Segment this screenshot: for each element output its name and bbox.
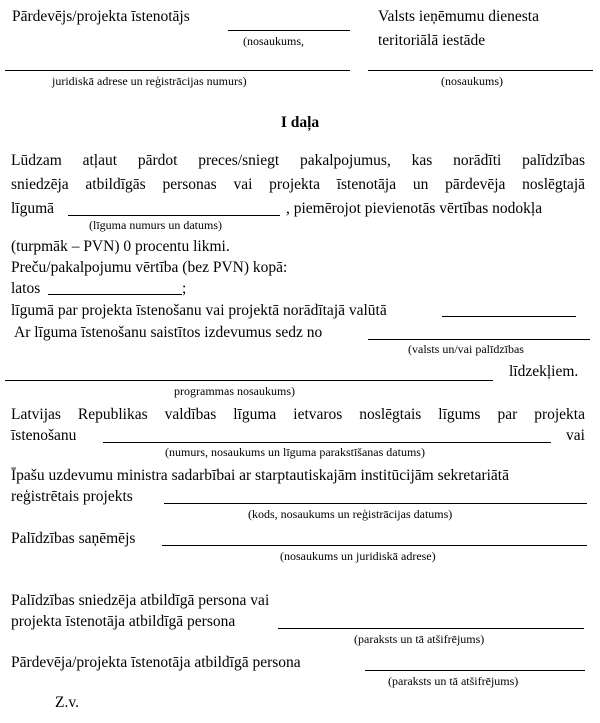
- para-line-3-end: , piemērojot pievienotās vērtības nodokļa: [286, 200, 543, 217]
- value-label: Preču/pakalpojumu vērtība (bez PVN) kopā:: [11, 259, 288, 276]
- seller-person-label: Pārdevēja/projekta īstenotāja atbildīgā persona: [11, 654, 301, 671]
- seller-address-line[interactable]: [5, 70, 350, 71]
- recipient-label: Palīdzības saņēmējs: [11, 530, 136, 547]
- lats-label: latos: [11, 280, 41, 297]
- vid-line-1: Valsts ieņēmumu dienesta: [378, 8, 539, 25]
- para-line-4: (turpmāk – PVN) 0 procentu likmi.: [11, 238, 230, 255]
- expenses-label: Ar līguma īstenošanu saistītos izdevumus sedz no: [14, 324, 323, 341]
- donor-line-2: projekta īstenotāja atbildīgā persona: [11, 613, 236, 630]
- special-line[interactable]: [164, 503, 587, 504]
- seller-address-hint: juridiskā adrese un reģistrācijas numurs): [52, 74, 247, 88]
- contract-line[interactable]: [68, 215, 280, 216]
- programme-line[interactable]: [5, 380, 493, 381]
- seller-name-line[interactable]: [228, 30, 350, 31]
- seller-label: Pārdevējs/projekta īstenotājs: [12, 8, 190, 25]
- donor-signature-line[interactable]: [278, 628, 584, 629]
- treaty-line[interactable]: [103, 442, 551, 443]
- vid-name-line[interactable]: [368, 70, 593, 71]
- currency-line[interactable]: [442, 316, 576, 317]
- currency-label: līgumā par projekta īstenošanu vai projektā norādītajā valūtā: [11, 302, 387, 319]
- seller-signature-line[interactable]: [365, 670, 585, 671]
- special-line-1: Īpašu uzdevumu ministra sadarbībai ar starptautiskajām institūcijām sekretariātā: [11, 467, 509, 484]
- contract-hint: (līguma numurs un datums): [89, 218, 222, 232]
- treaty-line-2: īstenošanu: [11, 427, 77, 444]
- signature-hint-1: (paraksts un tā atšifrējums): [354, 632, 485, 646]
- donor-line-1: Palīdzības sniedzēja atbildīgā persona vai: [11, 592, 270, 609]
- treaty-line-1: Latvijas Republikas valdības līguma ietvaros noslēgtais līgums par projekta: [11, 406, 585, 423]
- recipient-line[interactable]: [162, 545, 587, 546]
- vid-name-hint: (nosaukums): [441, 74, 503, 88]
- para-line-3-start: līgumā: [11, 200, 55, 217]
- special-line-2: reģistrētais projekts: [11, 488, 133, 505]
- para-line-2: sniedzēja atbildīgās personas vai projekta īstenotāja un pārdevēja noslēgtajā: [11, 176, 585, 193]
- special-hint: (kods, nosaukums un reģistrācijas datums): [248, 507, 453, 521]
- expenses-hint-2: programmas nosaukums): [174, 384, 295, 398]
- recipient-hint: (nosaukums un juridiskā adrese): [280, 549, 436, 563]
- lats-line[interactable]: [48, 294, 182, 295]
- expenses-hint-1: (valsts un/vai palīdzības: [408, 342, 524, 356]
- stamp-label: Z.v.: [55, 694, 79, 711]
- para-line-1: Lūdzam atļaut pārdot preces/sniegt pakalpojumus, kas norādīti palīdzības: [11, 152, 585, 169]
- treaty-hint: (numurs, nosaukums un līguma parakstīšanas datums): [165, 445, 425, 459]
- treaty-or: vai: [566, 427, 585, 444]
- lats-suffix: ;: [182, 280, 187, 297]
- seller-name-hint: (nosaukums,: [243, 34, 304, 48]
- expenses-line[interactable]: [368, 339, 590, 340]
- section-title: I daļa: [280, 114, 320, 131]
- funds-word: līdzekļiem.: [509, 363, 579, 380]
- vid-line-2: teritoriālā iestāde: [378, 32, 486, 49]
- signature-hint-2: (paraksts un tā atšifrējums): [388, 674, 519, 688]
